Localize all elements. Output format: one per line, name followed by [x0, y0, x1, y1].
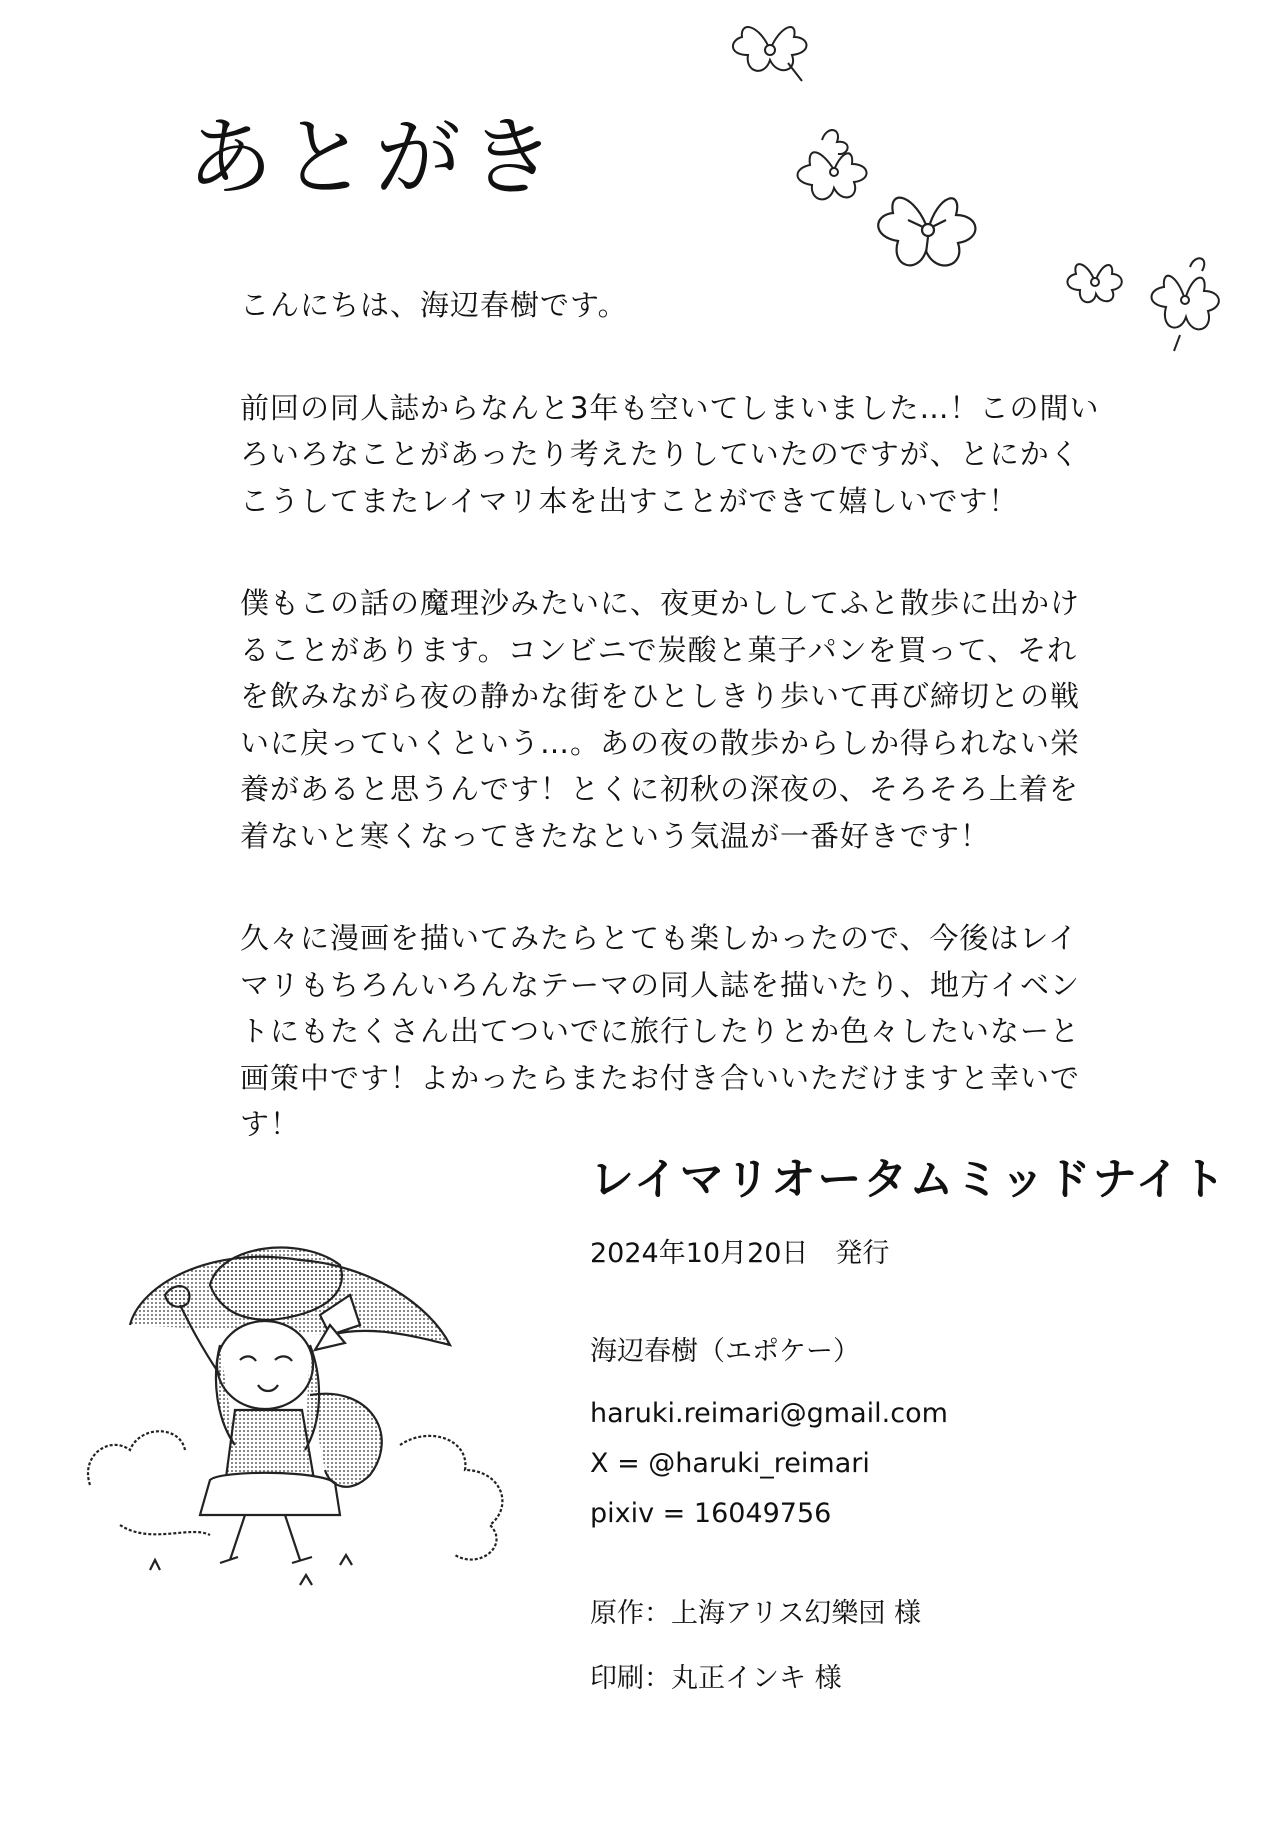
original-work-credit: 原作：上海アリス幻樂団 様: [590, 1598, 921, 1629]
author-email: haruki.reimari@gmail.com: [590, 1398, 948, 1429]
cosmos-flower-icon: [1140, 245, 1225, 355]
pixiv-id: pixiv = 16049756: [590, 1498, 832, 1529]
x-account: X = @haruki_reimari: [590, 1448, 870, 1479]
cosmos-flower-icon: [782, 120, 882, 210]
afterword-paragraph-greeting: こんにちは、海辺春樹です。: [240, 288, 628, 322]
book-title: レイマリオータムミッドナイト: [590, 1154, 1228, 1205]
printer-credit: 印刷：丸正インキ 様: [590, 1663, 842, 1694]
cosmos-flower-icon: [868, 175, 988, 280]
afterword-paragraph-hiatus: 前回の同人誌からなんと3年も空いてしまいました…！この間いろいろなことがあったり考えたりしていたのですが、とにかくこうしてまたレイマリ本を出すことができて嬉しいです！: [240, 390, 1100, 518]
afterword-body: [240, 282, 1100, 1204]
author-name: 海辺春樹（エポケー）: [590, 1336, 860, 1367]
page-title: あとがき: [187, 108, 563, 208]
witch-chibi-illustration: [70, 1225, 540, 1595]
afterword-paragraph-future: 久々に漫画を描いてみたらとても楽しかったので、今後はレイマリもちろんいろんなテーマの同人誌を描いたり、地方イベントにもたくさん出てついでに旅行したりとか色々したいなーと画策中です！よかったらまたお付き合いいただけますと幸いです！: [240, 921, 1081, 1141]
cosmos-flower-icon: [720, 15, 820, 85]
publication-date: 2024年10月20日 発行: [590, 1238, 890, 1269]
afterword-paragraph-night-walk: 僕もこの話の魔理沙みたいに、夜更かししてふと散歩に出かけることがあります。コンビニで炭酸と菓子パンを買って、それを飲みながら夜の静かな街をひとしきり歩いて再び締切との戦いに戻っていくという…。あの夜の散歩からしか得られない栄養があると思うんです！とくに初秋の深夜の、そろそろ上着を着ないと寒くなってきたなという気温が一番好きです！: [240, 586, 1081, 853]
